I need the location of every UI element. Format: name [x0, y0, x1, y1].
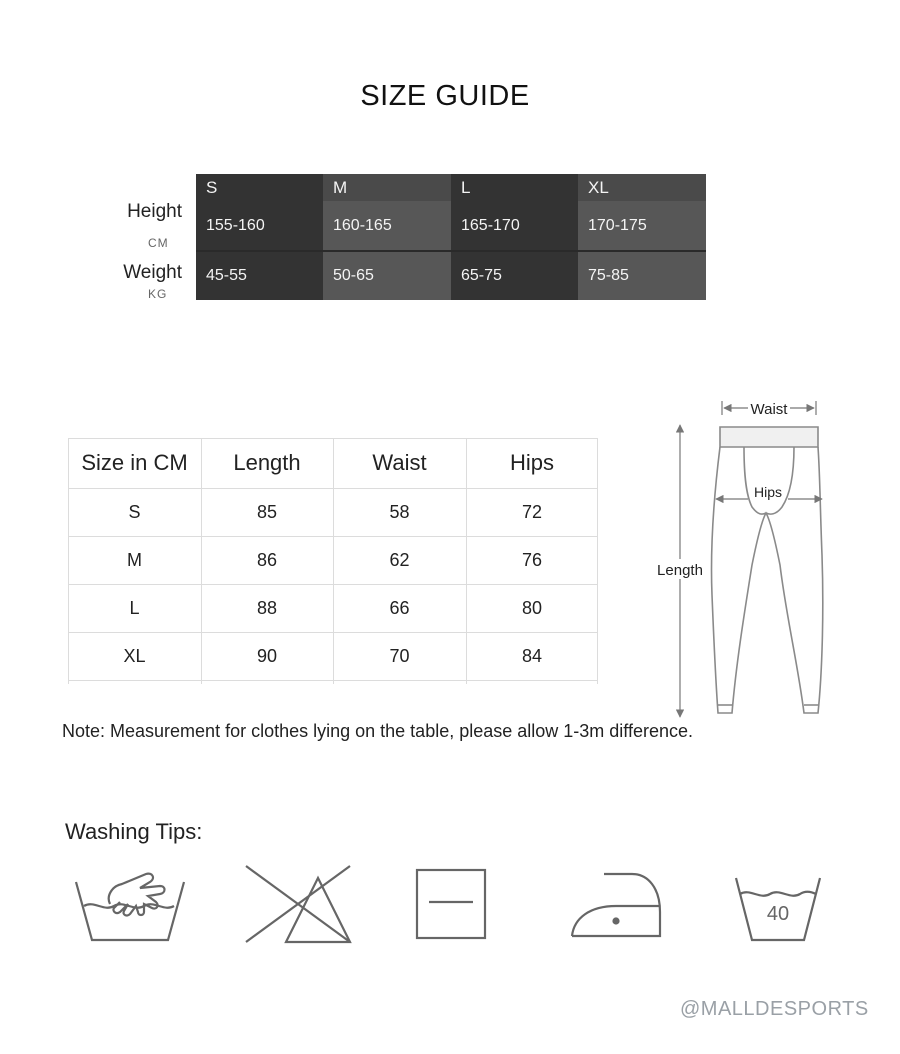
table-cell: 86 — [256, 549, 278, 570]
size-value-cell: 50-65 — [323, 252, 451, 300]
watermark: @MALLDESPORTS — [680, 998, 869, 1020]
size-header-cell: M — [323, 174, 451, 201]
row-label: Height — [127, 201, 182, 222]
hips-label: Hips — [753, 484, 783, 500]
row-separator — [196, 250, 706, 252]
hand-wash-icon — [76, 874, 184, 940]
size-value-cell: 65-75 — [451, 252, 578, 300]
length-label: Length — [657, 562, 703, 579]
do-not-bleach-icon — [246, 866, 350, 942]
table-cell: 76 — [521, 549, 543, 570]
unit-label: CM — [148, 236, 169, 250]
table-cell: M — [127, 549, 142, 570]
table-header-cell: Hips — [509, 450, 554, 475]
size-header-cell: XL — [578, 174, 706, 201]
table-cell: 90 — [256, 645, 278, 666]
table-cell: 72 — [521, 501, 543, 522]
table-cell: 80 — [521, 597, 543, 618]
leggings-diagram — [640, 395, 840, 725]
table-cell: 85 — [256, 501, 278, 522]
washing-icons — [60, 860, 840, 950]
table-cell: 70 — [389, 645, 410, 666]
size-header-cell: S — [196, 174, 323, 201]
size-value-cell: 160-165 — [323, 201, 451, 250]
iron-low-heat-icon — [572, 874, 660, 936]
measurement-note: Note: Measurement for clothes lying on the table, please allow 1-3m difference. — [62, 721, 694, 741]
table-cell: 84 — [521, 645, 543, 666]
page-title: SIZE GUIDE — [360, 80, 530, 112]
table-cell: 62 — [389, 549, 410, 570]
table-cell: XL — [123, 645, 146, 666]
table-header-cell: Size in CM — [81, 450, 188, 475]
table-header-cell: Length — [233, 450, 301, 475]
table-cell: 58 — [389, 501, 410, 522]
leggings-outline — [711, 427, 822, 713]
size-value-cell: 45-55 — [196, 252, 323, 300]
size-value-cell: 75-85 — [578, 252, 706, 300]
size-value-cell: 155-160 — [196, 201, 323, 250]
table-cell: S — [128, 501, 141, 522]
table-cell: L — [129, 597, 140, 618]
table-cell: 88 — [256, 597, 278, 618]
wash-temperature: 40 — [766, 903, 790, 925]
row-label: Weight — [123, 262, 182, 283]
table-header-cell: Waist — [372, 450, 427, 475]
size-value-cell: 170-175 — [578, 201, 706, 250]
size-chart — [196, 174, 706, 300]
measurement-table — [68, 438, 598, 684]
unit-label: KG — [148, 287, 168, 301]
washing-tips-title: Washing Tips: — [65, 819, 203, 844]
size-header-cell: L — [451, 174, 578, 201]
table-cell: 66 — [389, 597, 410, 618]
size-value-cell: 165-170 — [451, 201, 578, 250]
waist-label: Waist — [750, 401, 788, 418]
dry-flat-icon — [417, 870, 485, 938]
